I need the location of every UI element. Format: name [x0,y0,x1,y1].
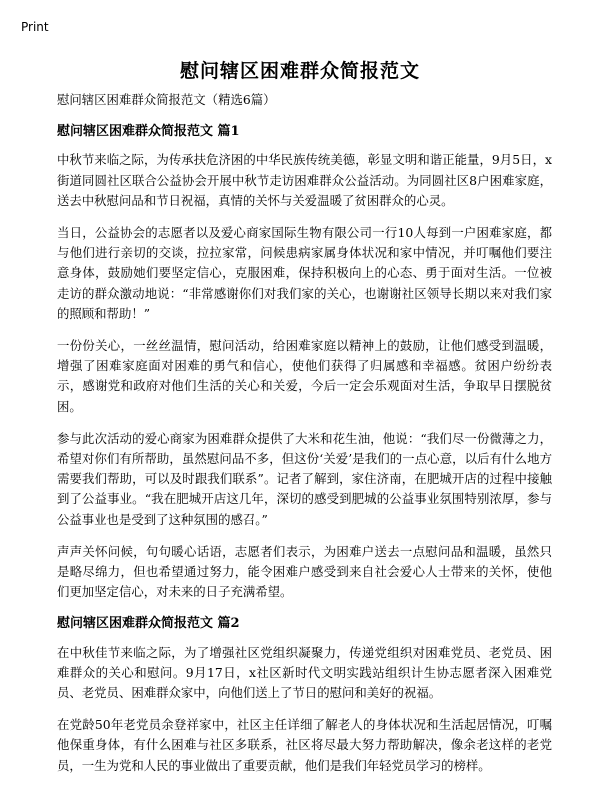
document-title: 慰问辖区困难群众简报范文 [179,60,420,82]
section-1 [57,122,552,602]
paragraph: 在党龄50年老党员余登祥家中，社区主任详细了解老人的身体状况和生活起居情况，叮嘱他保重身体，有什么困难与社区多联系，社区将尽最大努力帮助解决，像余老这样的老党员，一生为党和人民的事业做出了重要贡献，他们是我们年轻党员学习的榜样。 [57,717,552,773]
section-heading: 慰问辖区困难群众简报范文 篇1 [57,124,240,140]
print-link[interactable]: Print [21,20,49,34]
section-heading: 慰问辖区困难群众简报范文 篇2 [57,616,240,632]
paragraph: 一份份关心，一丝丝温情，慰问活动，给困难家庭以精神上的鼓励，让他们感受到温暖，增强了困难家庭面对困难的勇气和信心，使他们获得了归属感和幸福感。贫困户纷纷表示，感谢党和政府对他们生活的关心和关爱，今后一定会乐观面对生活，争取早日摆脱贫困。 [57,338,552,414]
document-body [57,90,552,788]
section-2 [57,614,552,775]
document-subtitle: 慰问辖区困难群众简报范文（精选6篇） [57,92,276,107]
paragraph: 声声关怀问候，句句暖心话语，志愿者们表示，为困难户送去一点慰问品和温暖，虽然只是略尽绵力，但也希望通过努力，能令困难户感受到来自社会爱心人士带来的关怀，使他们更加坚定信心，对未来的日子充满希望。 [57,543,552,600]
paragraph: 中秋节来临之际，为传承扶危济困的中华民族传统美德，彰显文明和谐正能量，9月5日，x街道同圆社区联合公益协会开展中秋节走访困难群众公益活动。为同圆社区8户困难家庭，送去中秋慰问品和节日祝福，真情的关怀与关爱温暖了贫困群众的心灵。 [57,152,552,208]
paragraph: 参与此次活动的爱心商家为困难群众提供了大米和花生油，他说：“我们尽一份微薄之力，希望对你们有所帮助，虽然慰问品不多，但这份‘关爱’是我们的一点心意，以后有什么地方需要我们帮助，可以及时跟我们联系”。记者了解到，家住济南，在肥城开店的过程中接触到了公益事业。“我在肥城开店这几年，深切的感受到肥城的公益事业氛围特别浓厚，参与公益事业也是受到了这种氛围的感召。” [57,430,552,527]
paragraph: 在中秋佳节来临之际，为了增强社区党组织凝聚力，传递党组织对困难党员、老党员、困难群众的关心和慰问。9月17日，x社区新时代文明实践站组织计生协志愿者深入困难党员、老党员、困难群众家中，向他们送上了节日的慰问和美好的祝福。 [57,644,552,701]
paragraph: 当日，公益协会的志愿者以及爱心商家国际生物有限公司一行10人每到一户困难家庭，都与他们进行亲切的交谈，拉拉家常，问候患病家属身体状况和家中情况，并叮嘱他们要注意身体，鼓励她们要坚定信心，克服困难，保持积极向上的心态、勇于面对生活。一位被走访的群众激动地说：“非常感谢你们对我们家的关心，也谢谢社区领导长期以来对我们家的照顾和帮助！” [57,225,552,321]
